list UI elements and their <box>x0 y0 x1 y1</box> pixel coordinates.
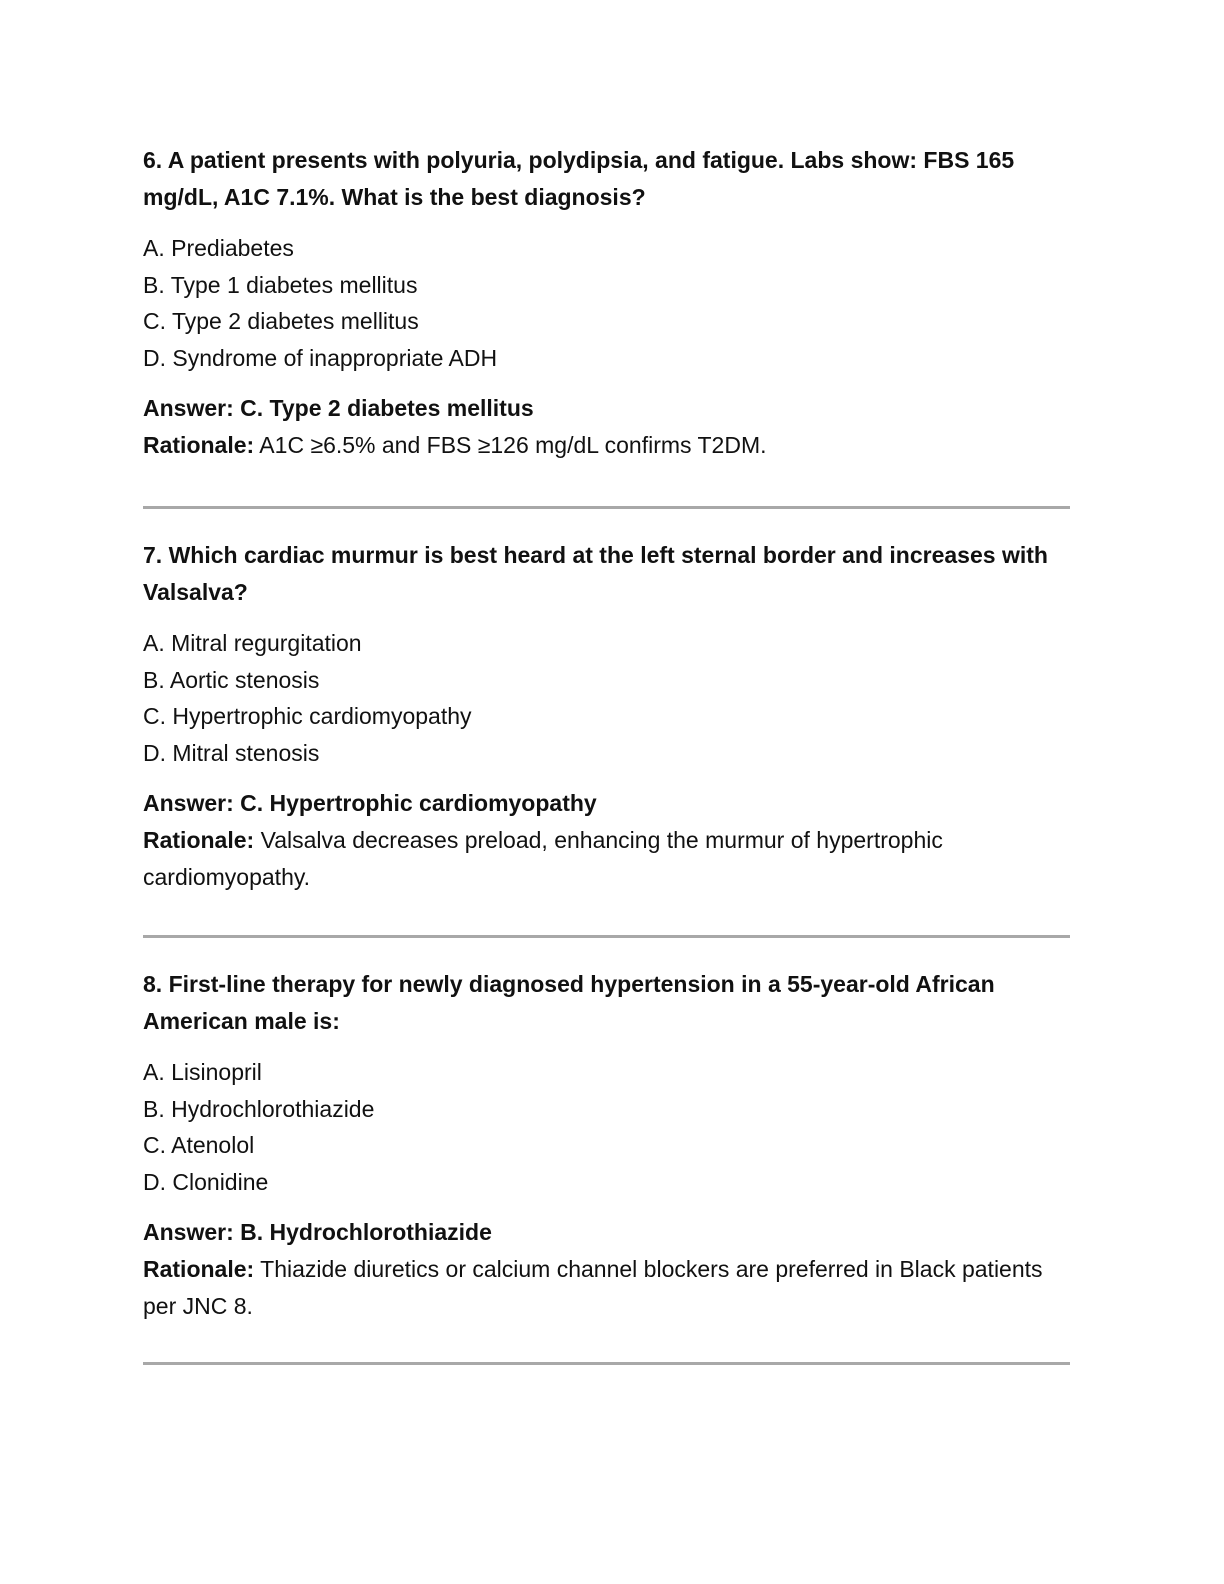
correct-answer: Answer: C. Type 2 diabetes mellitus <box>143 395 534 421</box>
option-d: D. Clonidine <box>143 1168 269 1195</box>
rationale-label: Rationale: <box>143 1256 255 1282</box>
question-8 <box>143 966 1070 1362</box>
answer-options <box>143 625 1070 771</box>
question-7 <box>143 537 1070 935</box>
rationale <box>143 427 1070 464</box>
question-6 <box>143 142 1070 506</box>
question-title: 7. Which cardiac murmur is best heard at the left sternal border and increases with Valsalva? <box>143 542 1048 605</box>
option-a: A. Prediabetes <box>143 235 294 261</box>
question-title: 6. A patient presents with polyuria, polydipsia, and fatigue. Labs show: FBS 165 mg/dL, A1C 7.1%. What is the best diagnosis? <box>143 147 1015 210</box>
rationale <box>143 1251 1070 1325</box>
rationale-text: Valsalva decreases preload, enhancing the murmur of hypertrophic cardiomyopathy. <box>143 827 943 890</box>
option-c: C. Hypertrophic cardiomyopathy <box>143 703 472 729</box>
option-b: B. Aortic stenosis <box>143 666 320 693</box>
rationale-label: Rationale: <box>143 432 255 458</box>
answer-options <box>143 230 1070 376</box>
option-a: A. Mitral regurgitation <box>143 630 362 656</box>
option-c: C. Type 2 diabetes mellitus <box>143 308 419 334</box>
option-b: B. Type 1 diabetes mellitus <box>143 271 418 298</box>
rationale <box>143 822 1070 896</box>
correct-answer: Answer: C. Hypertrophic cardiomyopathy <box>143 790 597 816</box>
option-b: B. Hydrochlorothiazide <box>143 1095 375 1122</box>
section-divider <box>143 935 1070 938</box>
option-d: D. Syndrome of inappropriate ADH <box>143 344 498 371</box>
section-divider <box>143 1362 1070 1365</box>
correct-answer: Answer: B. Hydrochlorothiazide <box>143 1219 492 1245</box>
option-a: A. Lisinopril <box>143 1059 262 1085</box>
answer-options <box>143 1054 1070 1200</box>
rationale-label: Rationale: <box>143 827 255 853</box>
section-divider <box>143 506 1070 509</box>
option-d: D. Mitral stenosis <box>143 739 320 766</box>
rationale-text: Thiazide diuretics or calcium channel blockers are preferred in Black patients per JNC 8. <box>143 1256 1043 1319</box>
question-title: 8. First-line therapy for newly diagnosed hypertension in a 55-year-old African American male is: <box>143 971 995 1034</box>
option-c: C. Atenolol <box>143 1132 255 1158</box>
document-page <box>143 142 1070 1365</box>
rationale-text: A1C ≥6.5% and FBS ≥126 mg/dL confirms T2DM. <box>254 432 767 458</box>
